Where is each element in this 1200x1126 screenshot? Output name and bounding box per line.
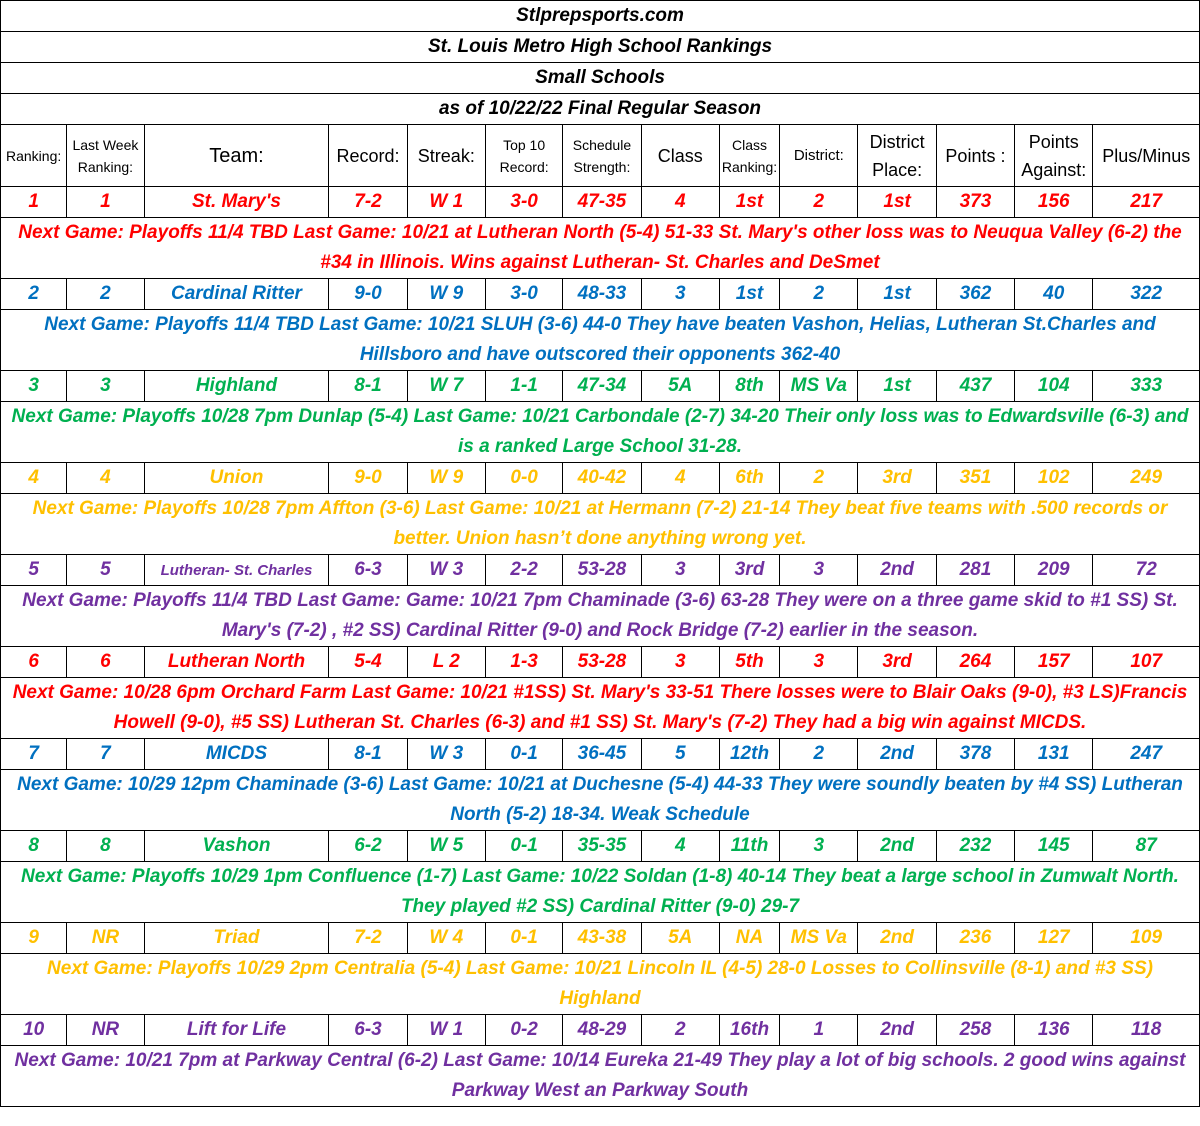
plus-minus-cell: 249 bbox=[1093, 463, 1200, 494]
streak-cell: W 1 bbox=[407, 1015, 485, 1046]
class-ranking-cell: 5th bbox=[719, 647, 779, 678]
schedule-cell: 47-34 bbox=[563, 371, 641, 402]
top10-cell: 0-1 bbox=[485, 739, 562, 770]
col-district: District: bbox=[780, 125, 858, 187]
col-team: Team: bbox=[144, 125, 329, 187]
top10-cell: 0-0 bbox=[485, 463, 562, 494]
record-cell: 8-1 bbox=[329, 739, 407, 770]
col-points-against: Points Against: bbox=[1015, 125, 1093, 187]
site-name: Stlprepsports.com bbox=[1, 1, 1200, 32]
points-against-cell: 209 bbox=[1015, 555, 1093, 586]
rank-cell: 6 bbox=[1, 647, 67, 678]
last-week-cell: 1 bbox=[67, 187, 144, 218]
col-points: Points : bbox=[936, 125, 1014, 187]
district-cell: 3 bbox=[780, 555, 858, 586]
team-note: Next Game: Playoffs 11/4 TBD Last Game: Game: 10/21 7pm Chaminade (3-6) 63-28 They were on a three game skid to #1 SS) St. Mary's (7-2) , #2 SS) Cardinal Ritter (9-0) and Rock Bridge (7-2) earlier in the season. bbox=[1, 586, 1200, 647]
district-place-cell: 1st bbox=[858, 279, 936, 310]
team-row bbox=[1, 371, 1200, 402]
class-ranking-cell: 12th bbox=[719, 739, 779, 770]
schedule-cell: 48-33 bbox=[563, 279, 641, 310]
streak-cell: W 9 bbox=[407, 279, 485, 310]
team-note-row bbox=[1, 402, 1200, 463]
streak-cell: W 1 bbox=[407, 187, 485, 218]
top10-cell: 0-2 bbox=[485, 1015, 562, 1046]
top10-cell: 2-2 bbox=[485, 555, 562, 586]
district-cell: 2 bbox=[780, 739, 858, 770]
district-place-cell: 2nd bbox=[858, 831, 936, 862]
points-cell: 264 bbox=[936, 647, 1014, 678]
points-against-cell: 157 bbox=[1015, 647, 1093, 678]
last-week-cell: 6 bbox=[67, 647, 144, 678]
last-week-cell: 4 bbox=[67, 463, 144, 494]
plus-minus-cell: 322 bbox=[1093, 279, 1200, 310]
streak-cell: W 7 bbox=[407, 371, 485, 402]
class-ranking-cell: 1st bbox=[719, 279, 779, 310]
team-note: Next Game: Playoffs 10/29 1pm Confluence (1-7) Last Game: 10/22 Soldan (1-8) 40-14 They beat a large school in Zumwalt North. They played #2 SS) Cardinal Ritter (9-0) 29-7 bbox=[1, 862, 1200, 923]
team-note: Next Game: Playoffs 11/4 TBD Last Game: 10/21 SLUH (3-6) 44-0 They have beaten Vashon, Helias, Lutheran St.Charles and Hillsboro and have outscored their opponents 362-40 bbox=[1, 310, 1200, 371]
top10-cell: 3-0 bbox=[485, 187, 562, 218]
team-cell: Triad bbox=[144, 923, 329, 954]
district-cell: 2 bbox=[780, 463, 858, 494]
district-cell: 1 bbox=[780, 1015, 858, 1046]
team-note: Next Game: Playoffs 10/28 7pm Affton (3-6) Last Game: 10/21 at Hermann (7-2) 21-14 They beat five teams with .500 records or better. Union hasn’t done anything wrong yet. bbox=[1, 494, 1200, 555]
team-row bbox=[1, 647, 1200, 678]
record-cell: 5-4 bbox=[329, 647, 407, 678]
points-cell: 362 bbox=[936, 279, 1014, 310]
col-ranking: Ranking: bbox=[1, 125, 67, 187]
class-cell: 4 bbox=[641, 463, 719, 494]
col-last-week: Last Week Ranking: bbox=[67, 125, 144, 187]
col-plus-minus: Plus/Minus bbox=[1093, 125, 1200, 187]
top10-cell: 0-1 bbox=[485, 923, 562, 954]
points-against-cell: 127 bbox=[1015, 923, 1093, 954]
team-row bbox=[1, 279, 1200, 310]
class-ranking-cell: NA bbox=[719, 923, 779, 954]
team-note-row bbox=[1, 678, 1200, 739]
team-note-row bbox=[1, 310, 1200, 371]
team-row bbox=[1, 187, 1200, 218]
district-cell: 3 bbox=[780, 647, 858, 678]
streak-cell: W 3 bbox=[407, 739, 485, 770]
team-note: Next Game: 10/21 7pm at Parkway Central (6-2) Last Game: 10/14 Eureka 21-49 They play a lot of big schools. 2 good wins against Parkway West an Parkway South bbox=[1, 1046, 1200, 1107]
points-cell: 258 bbox=[936, 1015, 1014, 1046]
class-ranking-cell: 6th bbox=[719, 463, 779, 494]
rank-cell: 3 bbox=[1, 371, 67, 402]
team-note-row bbox=[1, 862, 1200, 923]
class-ranking-cell: 11th bbox=[719, 831, 779, 862]
team-cell: Vashon bbox=[144, 831, 329, 862]
page-title: St. Louis Metro High School Rankings bbox=[1, 32, 1200, 63]
last-week-cell: 2 bbox=[67, 279, 144, 310]
district-place-cell: 1st bbox=[858, 187, 936, 218]
points-against-cell: 104 bbox=[1015, 371, 1093, 402]
col-record: Record: bbox=[329, 125, 407, 187]
class-ranking-cell: 8th bbox=[719, 371, 779, 402]
class-cell: 5A bbox=[641, 923, 719, 954]
points-cell: 351 bbox=[936, 463, 1014, 494]
team-note: Next Game: Playoffs 10/29 2pm Centralia (5-4) Last Game: 10/21 Lincoln IL (4-5) 28-0 Losses to Collinsville (8-1) and #3 SS) Highland bbox=[1, 954, 1200, 1015]
team-cell: Lift for Life bbox=[144, 1015, 329, 1046]
schedule-cell: 43-38 bbox=[563, 923, 641, 954]
last-week-cell: 7 bbox=[67, 739, 144, 770]
team-note: Next Game: Playoffs 10/28 7pm Dunlap (5-4) Last Game: 10/21 Carbondale (2-7) 34-20 Their only loss was to Edwardsville (6-3) and is a ranked Large School 31-28. bbox=[1, 402, 1200, 463]
schedule-cell: 40-42 bbox=[563, 463, 641, 494]
plus-minus-cell: 118 bbox=[1093, 1015, 1200, 1046]
class-cell: 3 bbox=[641, 647, 719, 678]
district-place-cell: 3rd bbox=[858, 647, 936, 678]
plus-minus-cell: 109 bbox=[1093, 923, 1200, 954]
record-cell: 9-0 bbox=[329, 279, 407, 310]
streak-cell: W 4 bbox=[407, 923, 485, 954]
schedule-cell: 48-29 bbox=[563, 1015, 641, 1046]
team-cell: Cardinal Ritter bbox=[144, 279, 329, 310]
points-against-cell: 145 bbox=[1015, 831, 1093, 862]
class-ranking-cell: 16th bbox=[719, 1015, 779, 1046]
class-cell: 5 bbox=[641, 739, 719, 770]
plus-minus-cell: 217 bbox=[1093, 187, 1200, 218]
schedule-cell: 47-35 bbox=[563, 187, 641, 218]
team-cell: Lutheran North bbox=[144, 647, 329, 678]
district-place-cell: 2nd bbox=[858, 739, 936, 770]
top10-cell: 1-1 bbox=[485, 371, 562, 402]
class-cell: 4 bbox=[641, 187, 719, 218]
col-top10: Top 10 Record: bbox=[485, 125, 562, 187]
rank-cell: 7 bbox=[1, 739, 67, 770]
record-cell: 6-2 bbox=[329, 831, 407, 862]
team-row bbox=[1, 463, 1200, 494]
schedule-cell: 35-35 bbox=[563, 831, 641, 862]
class-cell: 5A bbox=[641, 371, 719, 402]
team-row bbox=[1, 923, 1200, 954]
class-cell: 2 bbox=[641, 1015, 719, 1046]
rank-cell: 8 bbox=[1, 831, 67, 862]
last-week-cell: NR bbox=[67, 1015, 144, 1046]
team-cell: Highland bbox=[144, 371, 329, 402]
points-against-cell: 136 bbox=[1015, 1015, 1093, 1046]
team-note: Next Game: Playoffs 11/4 TBD Last Game: 10/21 at Lutheran North (5-4) 51-33 St. Mary's other loss was to Neuqua Valley (6-2) the #34 in Illinois. Wins against Lutheran- St. Charles and DeSmet bbox=[1, 218, 1200, 279]
col-district-place: District Place: bbox=[858, 125, 936, 187]
points-cell: 281 bbox=[936, 555, 1014, 586]
streak-cell: W 3 bbox=[407, 555, 485, 586]
schedule-cell: 53-28 bbox=[563, 555, 641, 586]
points-against-cell: 40 bbox=[1015, 279, 1093, 310]
col-schedule: Schedule Strength: bbox=[563, 125, 641, 187]
last-week-cell: 5 bbox=[67, 555, 144, 586]
schedule-cell: 53-28 bbox=[563, 647, 641, 678]
class-cell: 4 bbox=[641, 831, 719, 862]
points-cell: 378 bbox=[936, 739, 1014, 770]
points-cell: 373 bbox=[936, 187, 1014, 218]
top10-cell: 0-1 bbox=[485, 831, 562, 862]
team-row bbox=[1, 831, 1200, 862]
team-cell: MICDS bbox=[144, 739, 329, 770]
record-cell: 7-2 bbox=[329, 923, 407, 954]
points-against-cell: 102 bbox=[1015, 463, 1093, 494]
team-row bbox=[1, 555, 1200, 586]
district-cell: 2 bbox=[780, 279, 858, 310]
streak-cell: W 5 bbox=[407, 831, 485, 862]
team-note-row bbox=[1, 218, 1200, 279]
team-row bbox=[1, 739, 1200, 770]
page-subtitle: Small Schools bbox=[1, 63, 1200, 94]
points-cell: 437 bbox=[936, 371, 1014, 402]
district-cell: MS Va bbox=[780, 371, 858, 402]
streak-cell: W 9 bbox=[407, 463, 485, 494]
team-cell: Lutheran- St. Charles bbox=[144, 555, 329, 586]
last-week-cell: 8 bbox=[67, 831, 144, 862]
district-place-cell: 3rd bbox=[858, 463, 936, 494]
rank-cell: 4 bbox=[1, 463, 67, 494]
rank-cell: 1 bbox=[1, 187, 67, 218]
class-cell: 3 bbox=[641, 279, 719, 310]
top10-cell: 3-0 bbox=[485, 279, 562, 310]
record-cell: 6-3 bbox=[329, 1015, 407, 1046]
team-cell: St. Mary's bbox=[144, 187, 329, 218]
last-week-cell: 3 bbox=[67, 371, 144, 402]
rank-cell: 5 bbox=[1, 555, 67, 586]
record-cell: 7-2 bbox=[329, 187, 407, 218]
streak-cell: L 2 bbox=[407, 647, 485, 678]
plus-minus-cell: 333 bbox=[1093, 371, 1200, 402]
team-cell: Union bbox=[144, 463, 329, 494]
rank-cell: 10 bbox=[1, 1015, 67, 1046]
district-cell: MS Va bbox=[780, 923, 858, 954]
record-cell: 8-1 bbox=[329, 371, 407, 402]
class-cell: 3 bbox=[641, 555, 719, 586]
points-against-cell: 131 bbox=[1015, 739, 1093, 770]
last-week-cell: NR bbox=[67, 923, 144, 954]
class-ranking-cell: 3rd bbox=[719, 555, 779, 586]
team-row bbox=[1, 1015, 1200, 1046]
class-ranking-cell: 1st bbox=[719, 187, 779, 218]
col-class-ranking: Class Ranking: bbox=[719, 125, 779, 187]
team-note-row bbox=[1, 1046, 1200, 1107]
team-note-row bbox=[1, 586, 1200, 647]
team-note-row bbox=[1, 494, 1200, 555]
rank-cell: 9 bbox=[1, 923, 67, 954]
col-class: Class bbox=[641, 125, 719, 187]
plus-minus-cell: 247 bbox=[1093, 739, 1200, 770]
plus-minus-cell: 107 bbox=[1093, 647, 1200, 678]
team-note-row bbox=[1, 770, 1200, 831]
points-against-cell: 156 bbox=[1015, 187, 1093, 218]
points-cell: 236 bbox=[936, 923, 1014, 954]
plus-minus-cell: 72 bbox=[1093, 555, 1200, 586]
district-cell: 3 bbox=[780, 831, 858, 862]
team-note: Next Game: 10/28 6pm Orchard Farm Last Game: 10/21 #1SS) St. Mary's 33-51 There losses were to Blair Oaks (9-0), #3 LS)Francis Howell (9-0), #5 SS) Lutheran St. Charles (6-3) and #1 SS) St. Mary's (7-2) They had a big win against MICDS. bbox=[1, 678, 1200, 739]
district-place-cell: 2nd bbox=[858, 1015, 936, 1046]
top10-cell: 1-3 bbox=[485, 647, 562, 678]
record-cell: 9-0 bbox=[329, 463, 407, 494]
district-place-cell: 1st bbox=[858, 371, 936, 402]
schedule-cell: 36-45 bbox=[563, 739, 641, 770]
record-cell: 6-3 bbox=[329, 555, 407, 586]
col-streak: Streak: bbox=[407, 125, 485, 187]
plus-minus-cell: 87 bbox=[1093, 831, 1200, 862]
district-place-cell: 2nd bbox=[858, 555, 936, 586]
team-note: Next Game: 10/29 12pm Chaminade (3-6) Last Game: 10/21 at Duchesne (5-4) 44-33 They were soundly beaten by #4 SS) Lutheran North (5-2) 18-34. Weak Schedule bbox=[1, 770, 1200, 831]
rank-cell: 2 bbox=[1, 279, 67, 310]
team-note-row bbox=[1, 954, 1200, 1015]
district-cell: 2 bbox=[780, 187, 858, 218]
district-place-cell: 2nd bbox=[858, 923, 936, 954]
date-line: as of 10/22/22 Final Regular Season bbox=[1, 94, 1200, 125]
points-cell: 232 bbox=[936, 831, 1014, 862]
